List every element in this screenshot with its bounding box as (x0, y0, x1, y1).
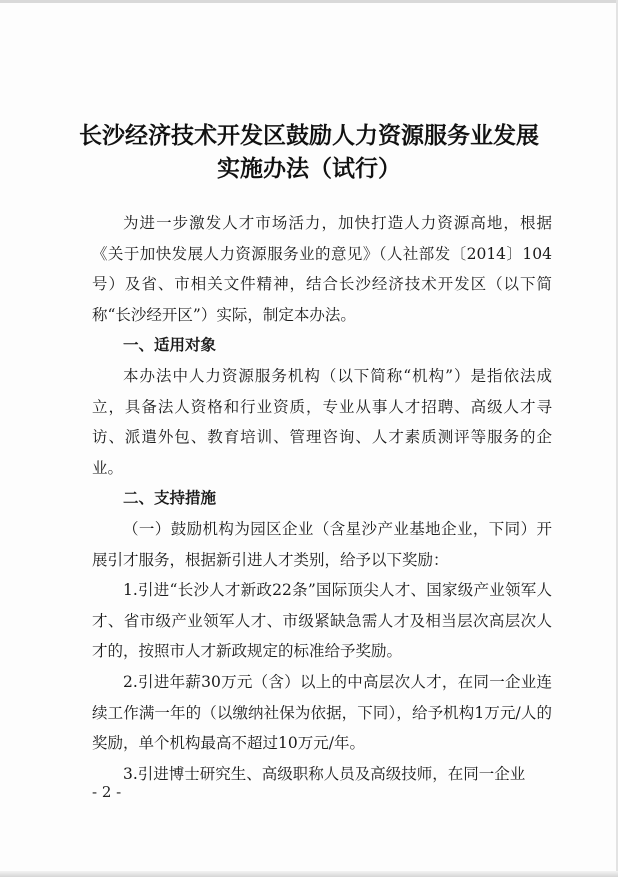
paragraph-item-1: 1.引进“长沙人才新政22条”国际顶尖人才、国家级产业领军人才、省市级产业领军人才、市级紧缺急需人才及相当层次高层次人才的，按照市人才新政规定的标准给予奖励。 (92, 581, 552, 661)
paragraph-measure-1: （一）鼓励机构为园区企业（含星沙产业基地企业，下同）开展引才服务，根据新引进人才类别，给予以下奖励： (92, 519, 552, 569)
paragraph-intro: 为进一步激发人才市场活力，加快打造人力资源高地，根据《关于加快发展人力资源服务业的意见》（人社部发〔2014〕104号）及省、市相关文件精神，结合长沙经济技术开发区（以下简称“长沙经开区”）实际，制定本办法。 (92, 214, 552, 324)
page-top-edge (0, 0, 618, 3)
section-heading-applicable-objects: 一、适用对象 (123, 336, 217, 355)
section-heading-support-measures: 二、支持措施 (123, 489, 217, 508)
page-number: - 2 - (92, 783, 122, 801)
title-line-1: 长沙经济技术开发区鼓励人力资源服务业发展 (79, 123, 539, 149)
paragraph-definition: 本办法中人力资源服务机构（以下简称“机构”）是指依法成立，具备法人资格和行业资质，专业从事人才招聘、高级人才寻访、派遣外包、教育培训、管理咨询、人才素质测评等服务的企业。 (92, 366, 552, 477)
document-title (0, 120, 618, 186)
paragraph-item-3: 3.引进博士研究生、高级职称人员及高级技师，在同一企业 (123, 764, 526, 783)
paragraph-item-2: 2.引进年薪30万元（含）以上的中高层次人才，在同一企业连续工作满一年的（以缴纳社保为依据，下同），给予机构1万元/人的奖励，单个机构最高不超过10万元/年。 (92, 672, 552, 753)
page-bottom-edge (0, 871, 618, 877)
document-body (92, 208, 552, 789)
title-line-2: 实施办法（试行） (217, 156, 401, 182)
